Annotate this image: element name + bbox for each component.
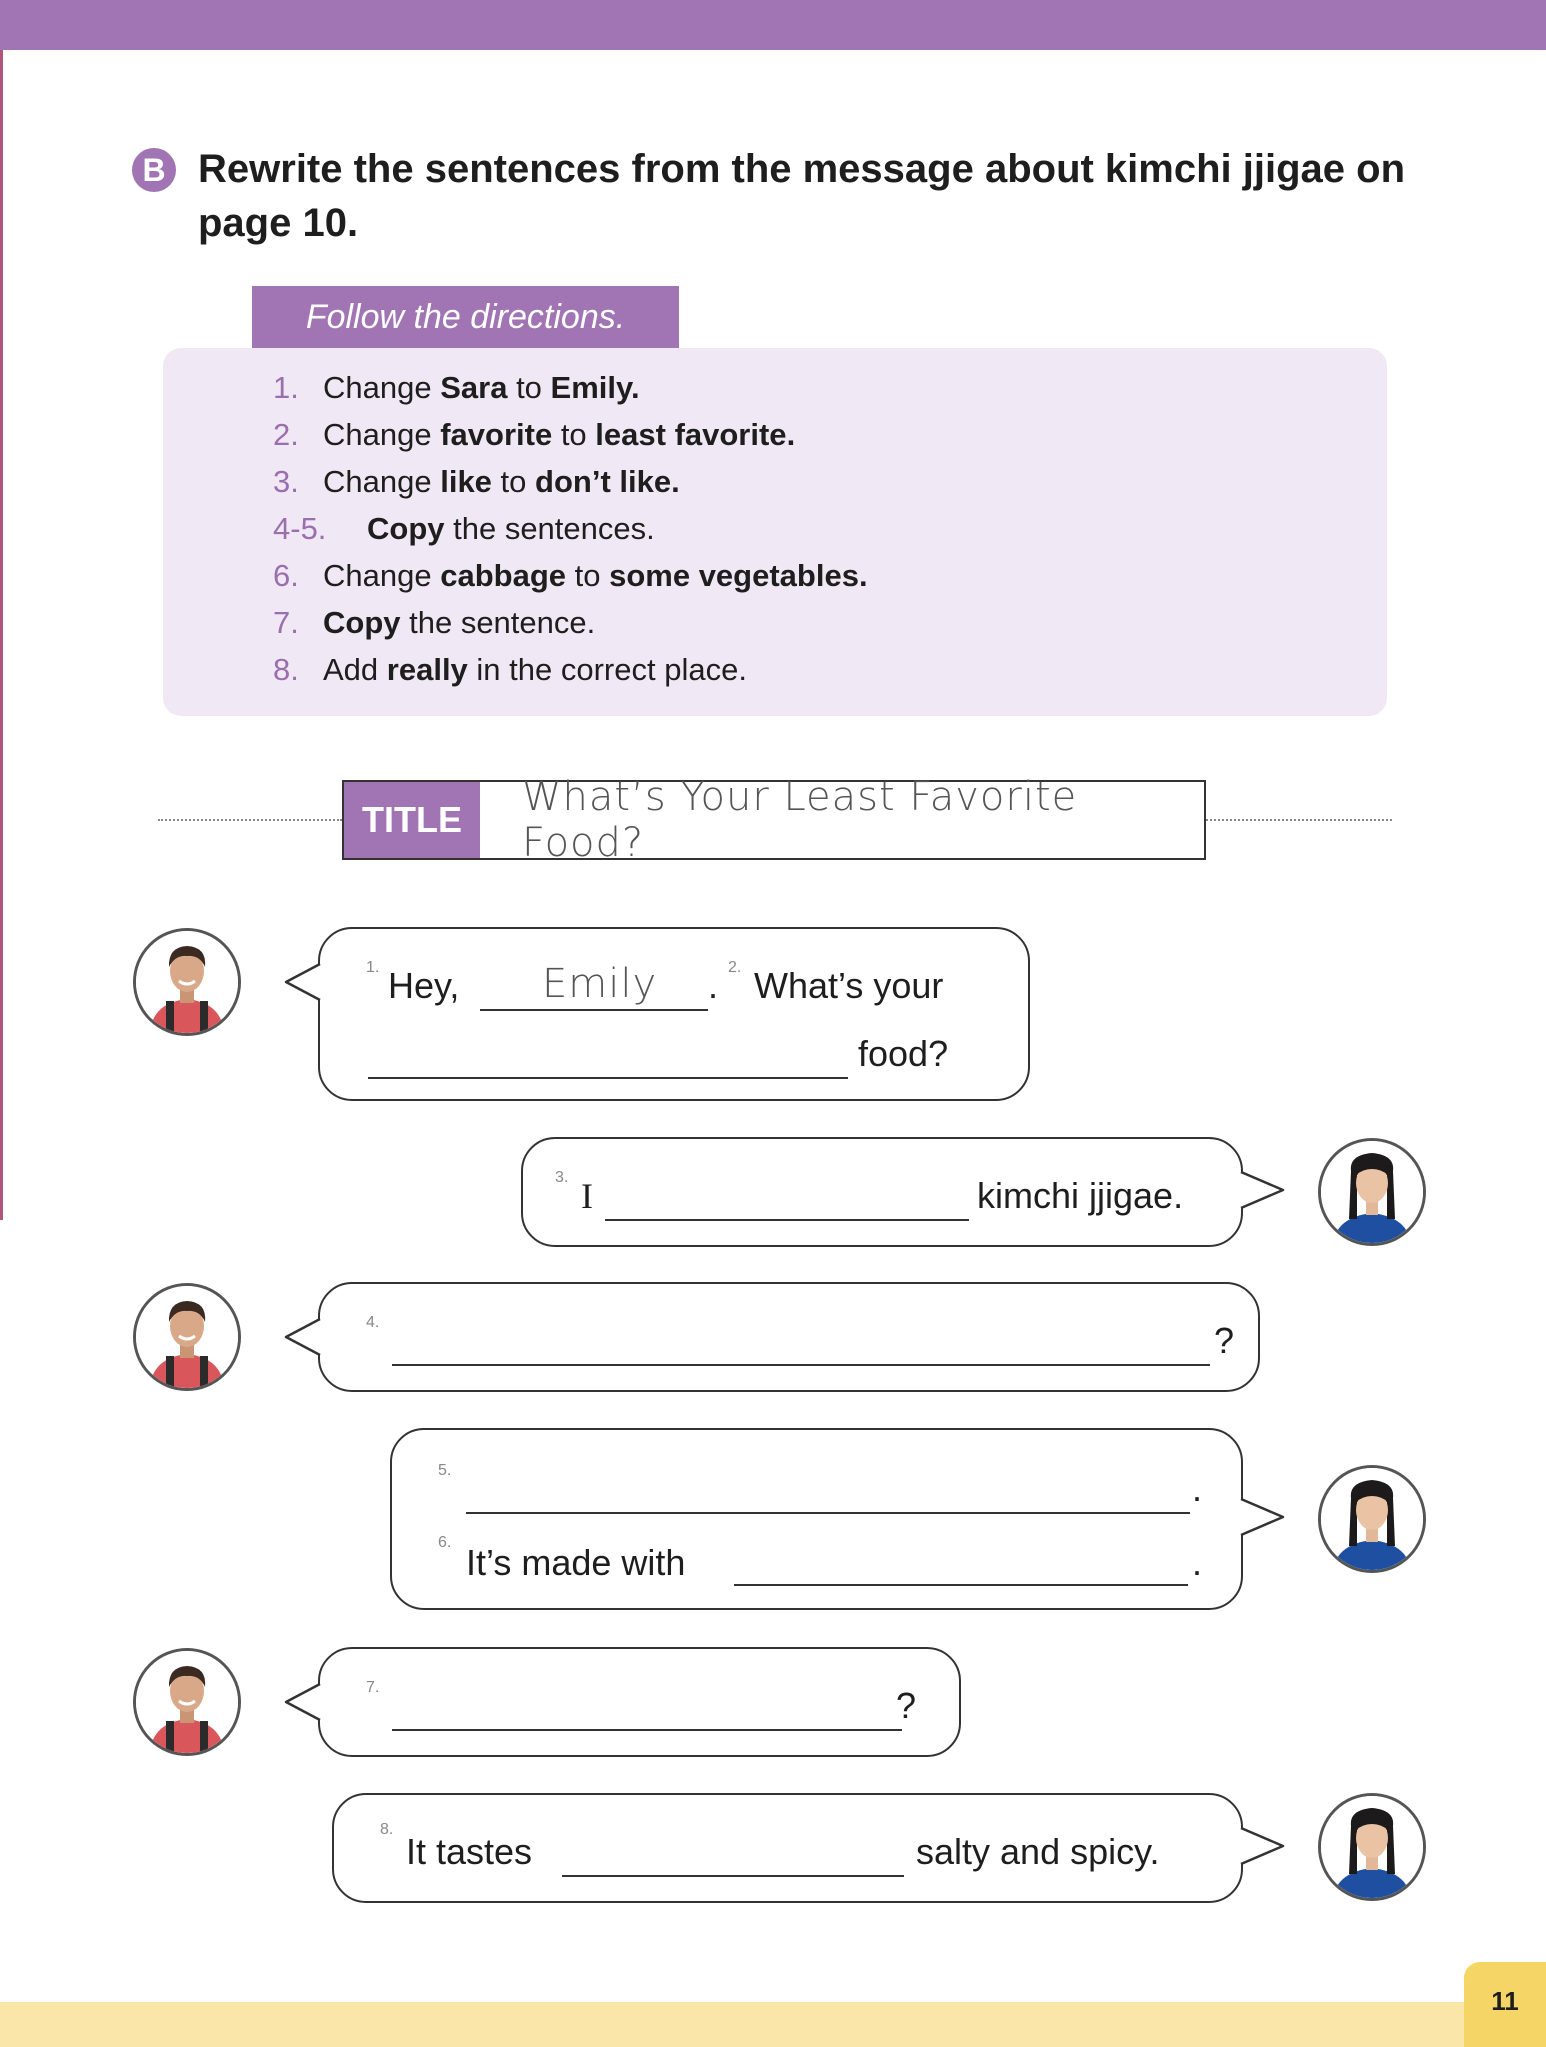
title-text: What’s Your Least Favorite Food? <box>522 774 1078 866</box>
boy-avatar <box>133 1283 241 1391</box>
bubble-text: Hey, <box>388 965 460 1006</box>
speech-bubble-6: 8. It tastes salty and spicy. <box>332 1793 1243 1903</box>
boy-avatar <box>133 1648 241 1756</box>
title-rule-right <box>1206 819 1392 821</box>
page-number: 11 <box>1464 1962 1546 2047</box>
title-label: TITLE <box>344 782 480 858</box>
boy-avatar <box>133 928 241 1036</box>
answer-blank[interactable] <box>480 1009 708 1011</box>
title-box <box>342 774 1206 866</box>
bubble-tail <box>284 1317 322 1357</box>
direction-item: 4-5. Copy the sentences. <box>273 511 655 546</box>
speech-bubble-5: 7. ? <box>318 1647 961 1757</box>
speech-bubble-3: 4. ? <box>318 1282 1260 1392</box>
answer-blank[interactable] <box>466 1512 1190 1514</box>
section-instruction: Rewrite the sentences from the message about kimchi jjigae on page 10. <box>198 147 1406 245</box>
girl-avatar <box>1318 1138 1426 1246</box>
direction-item: 3. Change like to don’t like. <box>273 464 680 499</box>
bubble-text: food? <box>858 1033 949 1074</box>
sample-answer: Emily <box>542 961 658 1007</box>
speech-bubble-2: 3. I kimchi jjigae. <box>521 1137 1243 1247</box>
bubble-text: What’s your <box>754 965 944 1006</box>
speech-bubble-1: 1. Hey, Emily . 2. What’s your food? <box>318 927 1030 1101</box>
girl-avatar <box>1318 1465 1426 1573</box>
direction-item: 7. Copy the sentence. <box>273 605 596 640</box>
speech-bubble-4: 5. . 6. It’s made with . <box>390 1428 1243 1610</box>
bubble-text: It tastes <box>406 1831 533 1872</box>
bubble-tail <box>1239 1497 1285 1537</box>
footer-band <box>0 2002 1546 2047</box>
direction-item: 1. Change Sara to Emily. <box>273 370 640 405</box>
direction-item: 6. Change cabbage to some vegetables. <box>273 558 868 593</box>
bubble-tail <box>284 962 322 1002</box>
page-edge-stripe <box>0 50 3 1220</box>
bubble-text: It’s made with <box>466 1542 686 1583</box>
bubble-text: kimchi jjigae. <box>977 1175 1184 1216</box>
bubble-tail <box>1239 1826 1285 1866</box>
directions-tab: Follow the directions. <box>252 286 679 348</box>
answer-blank[interactable] <box>392 1364 1210 1366</box>
bubble-tail <box>284 1682 322 1722</box>
bubble-text: salty and spicy. <box>916 1831 1160 1872</box>
directions-panel <box>163 348 1387 716</box>
girl-avatar <box>1318 1793 1426 1901</box>
answer-blank[interactable] <box>734 1584 1188 1586</box>
title-rule-left <box>158 819 342 821</box>
section-badge: B <box>132 148 176 192</box>
bubble-tail <box>1239 1170 1285 1210</box>
answer-blank[interactable] <box>605 1219 969 1221</box>
direction-item: 8. Add really in the correct place. <box>273 652 747 687</box>
direction-item: 2. Change favorite to least favorite. <box>273 417 796 452</box>
answer-blank[interactable] <box>368 1077 848 1079</box>
top-color-band <box>0 0 1546 50</box>
answer-blank[interactable] <box>392 1729 902 1731</box>
answer-blank[interactable] <box>562 1875 904 1877</box>
